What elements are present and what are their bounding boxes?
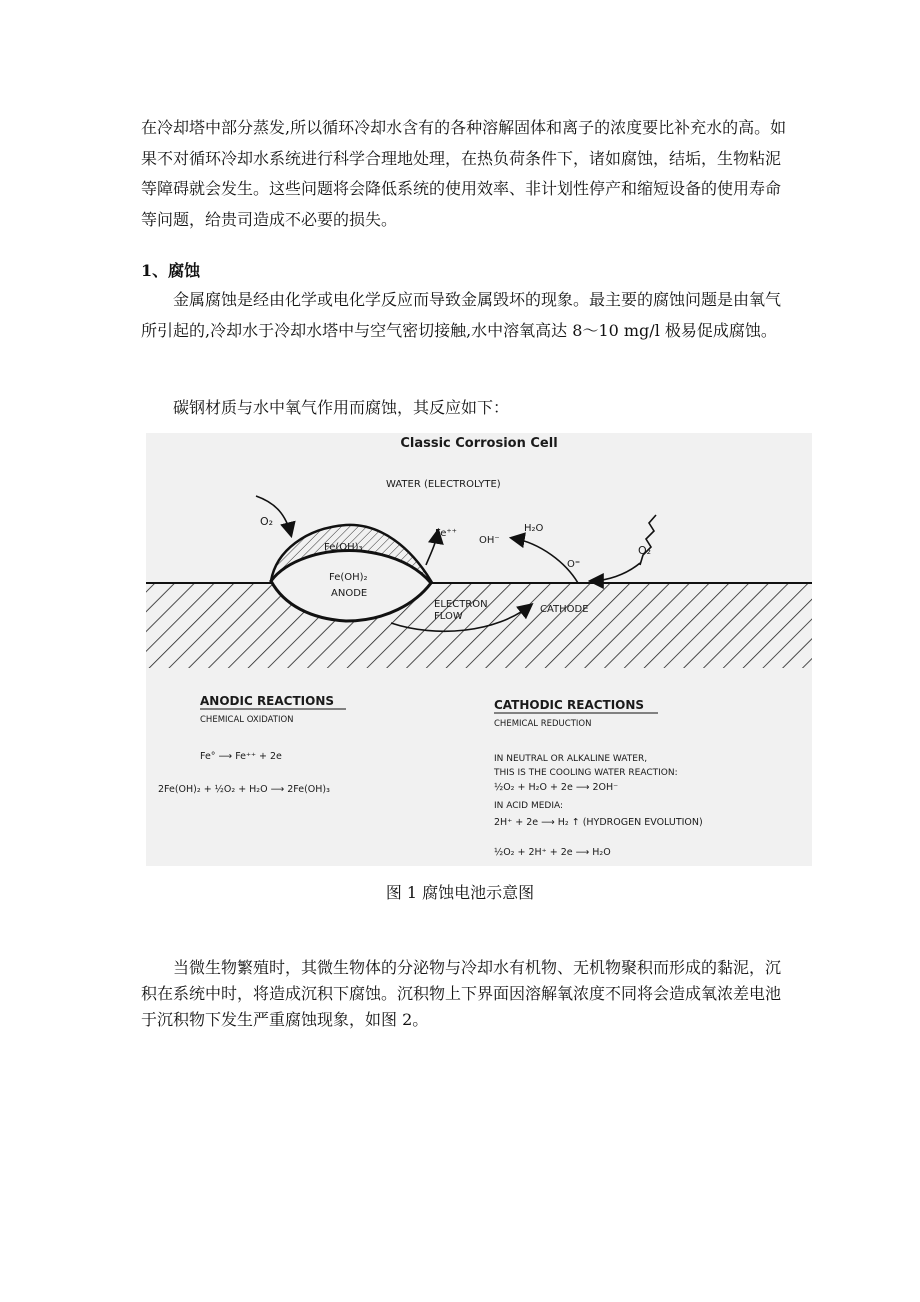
electron-flow-label-2: FLOW (434, 611, 463, 622)
anodic-subtitle: CHEMICAL OXIDATION (200, 715, 294, 725)
paragraph-biofouling: 当微生物繁殖时，其微生物体的分泌物与冷却水有机物、无机物聚积而形成的黏泥，沉积在系统中时，将造成沉积下腐蚀。沉积物上下界面因溶解氧浓度不同将会造成氧浓差电池于沉积物下发生严重腐蚀现象，如图 2。 (141, 958, 782, 1029)
paragraph-reaction-intro: 碳钢材质与水中氧气作用而腐蚀，其反应如下： (173, 398, 510, 417)
cathodic-equation-2: 2H⁺ + 2e ⟶ H₂ ↑ (HYDROGEN EVOLUTION) (494, 817, 703, 828)
anode-label: ANODE (331, 588, 368, 599)
acid-media-label: IN ACID MEDIA: (494, 801, 564, 811)
figure-title: Classic Corrosion Cell (400, 436, 558, 451)
oh-ion-label: OH⁻ (479, 535, 500, 546)
electron-flow-label-1: ELECTRON (434, 599, 488, 610)
o-ion-label: O⁼ (567, 559, 581, 570)
anodic-equation-2: 2Fe(OH)₂ + ½O₂ + H₂O ⟶ 2Fe(OH)₃ (158, 784, 330, 795)
metal-surface (146, 583, 812, 668)
cathodic-equation-1: ½O₂ + H₂O + 2e ⟶ 2OH⁻ (494, 782, 619, 793)
figure-caption: 图 1 腐蚀电池示意图 (385, 883, 535, 902)
o2-right-label: O₂ (638, 544, 652, 557)
cathodic-title: CATHODIC REACTIONS (494, 698, 645, 712)
anodic-equation-1: Fe° ⟶ Fe⁺⁺ + 2e (200, 751, 282, 762)
fe-oh3-label: Fe(OH)₃ (324, 542, 363, 553)
fe-ion-label: Fe⁺⁺ (435, 528, 457, 539)
cathodic-note-2: THIS IS THE COOLING WATER REACTION: (494, 768, 678, 778)
section-heading-corrosion: 1、腐蚀 (141, 261, 201, 280)
paragraph-corrosion: 金属腐蚀是经由化学或电化学反应而导致金属毁坏的现象。最主要的腐蚀问题是由氧气所引起的,冷却水于冷却水塔中与空气密切接触,水中溶氧高达 8～10 mg/l 极易促成腐蚀。 (141, 290, 782, 340)
cathodic-subtitle: CHEMICAL REDUCTION (494, 719, 592, 729)
cathode-label: CATHODE (540, 604, 589, 615)
cathodic-note-1: IN NEUTRAL OR ALKALINE WATER, (494, 754, 648, 764)
cathodic-equation-3: ½O₂ + 2H⁺ + 2e ⟶ H₂O (494, 847, 611, 858)
water-electrolyte-label: WATER (ELECTROLYTE) (386, 479, 501, 490)
corrosion-cell-figure (146, 433, 812, 866)
o2-left-label: O₂ (260, 515, 274, 528)
paragraph-intro: 在冷却塔中部分蒸发,所以循环冷却水含有的各种溶解固体和离子的浓度要比补充水的高。如果不对循环冷却水系统进行科学合理地处理，在热负荷条件下，诸如腐蚀，结垢，生物粘泥等障碍就会发生。这些问题将会降低系统的使用效率、非计划性停产和缩短设备的使用寿命等问题，给贵司造成不必要的损失。 (141, 118, 787, 229)
corrosion-cell-diagram (146, 433, 812, 866)
fe-oh2-label: Fe(OH)₂ (329, 572, 368, 583)
h2o-label: H₂O (524, 523, 544, 534)
anodic-title: ANODIC REACTIONS (200, 694, 335, 708)
